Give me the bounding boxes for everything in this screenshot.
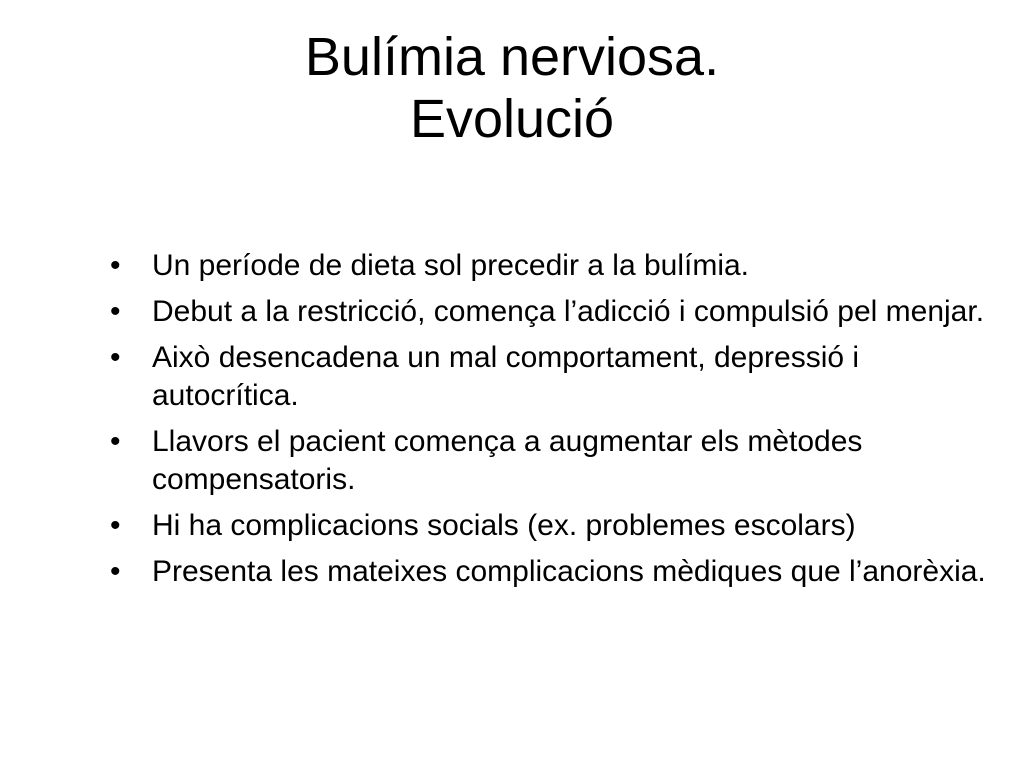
bullet-list xyxy=(110,247,990,599)
bullet-item-2 xyxy=(110,293,990,331)
title-line-1: Bulímia nerviosa. xyxy=(304,27,720,87)
bullet-dot-icon: • xyxy=(110,295,121,328)
bullet-text: Això desencadena un mal comportament, depressió i autocrítica. xyxy=(152,341,860,412)
bullet-dot-icon: • xyxy=(110,555,121,588)
bullet-item-6 xyxy=(110,553,990,591)
bullet-text: Llavors el pacient comença a augmentar els mètodes compensatoris. xyxy=(152,425,863,496)
bullet-dot-icon: • xyxy=(110,425,121,458)
bullet-dot-icon: • xyxy=(110,341,121,374)
bullet-item-1 xyxy=(110,247,990,285)
bullet-dot-icon: • xyxy=(110,249,121,282)
bullet-item-4 xyxy=(110,423,990,499)
bullet-dot-icon: • xyxy=(110,509,121,542)
bullet-item-5 xyxy=(110,507,990,545)
bullet-text: Debut a la restricció, comença l’adicció i compulsió pel menjar. xyxy=(152,295,985,328)
title-line-2: Evolució xyxy=(409,89,615,149)
bullet-text: Hi ha complicacions socials (ex. problemes escolars) xyxy=(152,509,856,542)
bullet-text: Presenta les mateixes complicacions mèdiques que l’anorèxia. xyxy=(152,555,986,588)
bullet-text: Un període de dieta sol precedir a la bulímia. xyxy=(152,249,750,282)
slide-title xyxy=(0,26,1024,150)
bullet-item-3 xyxy=(110,339,990,415)
